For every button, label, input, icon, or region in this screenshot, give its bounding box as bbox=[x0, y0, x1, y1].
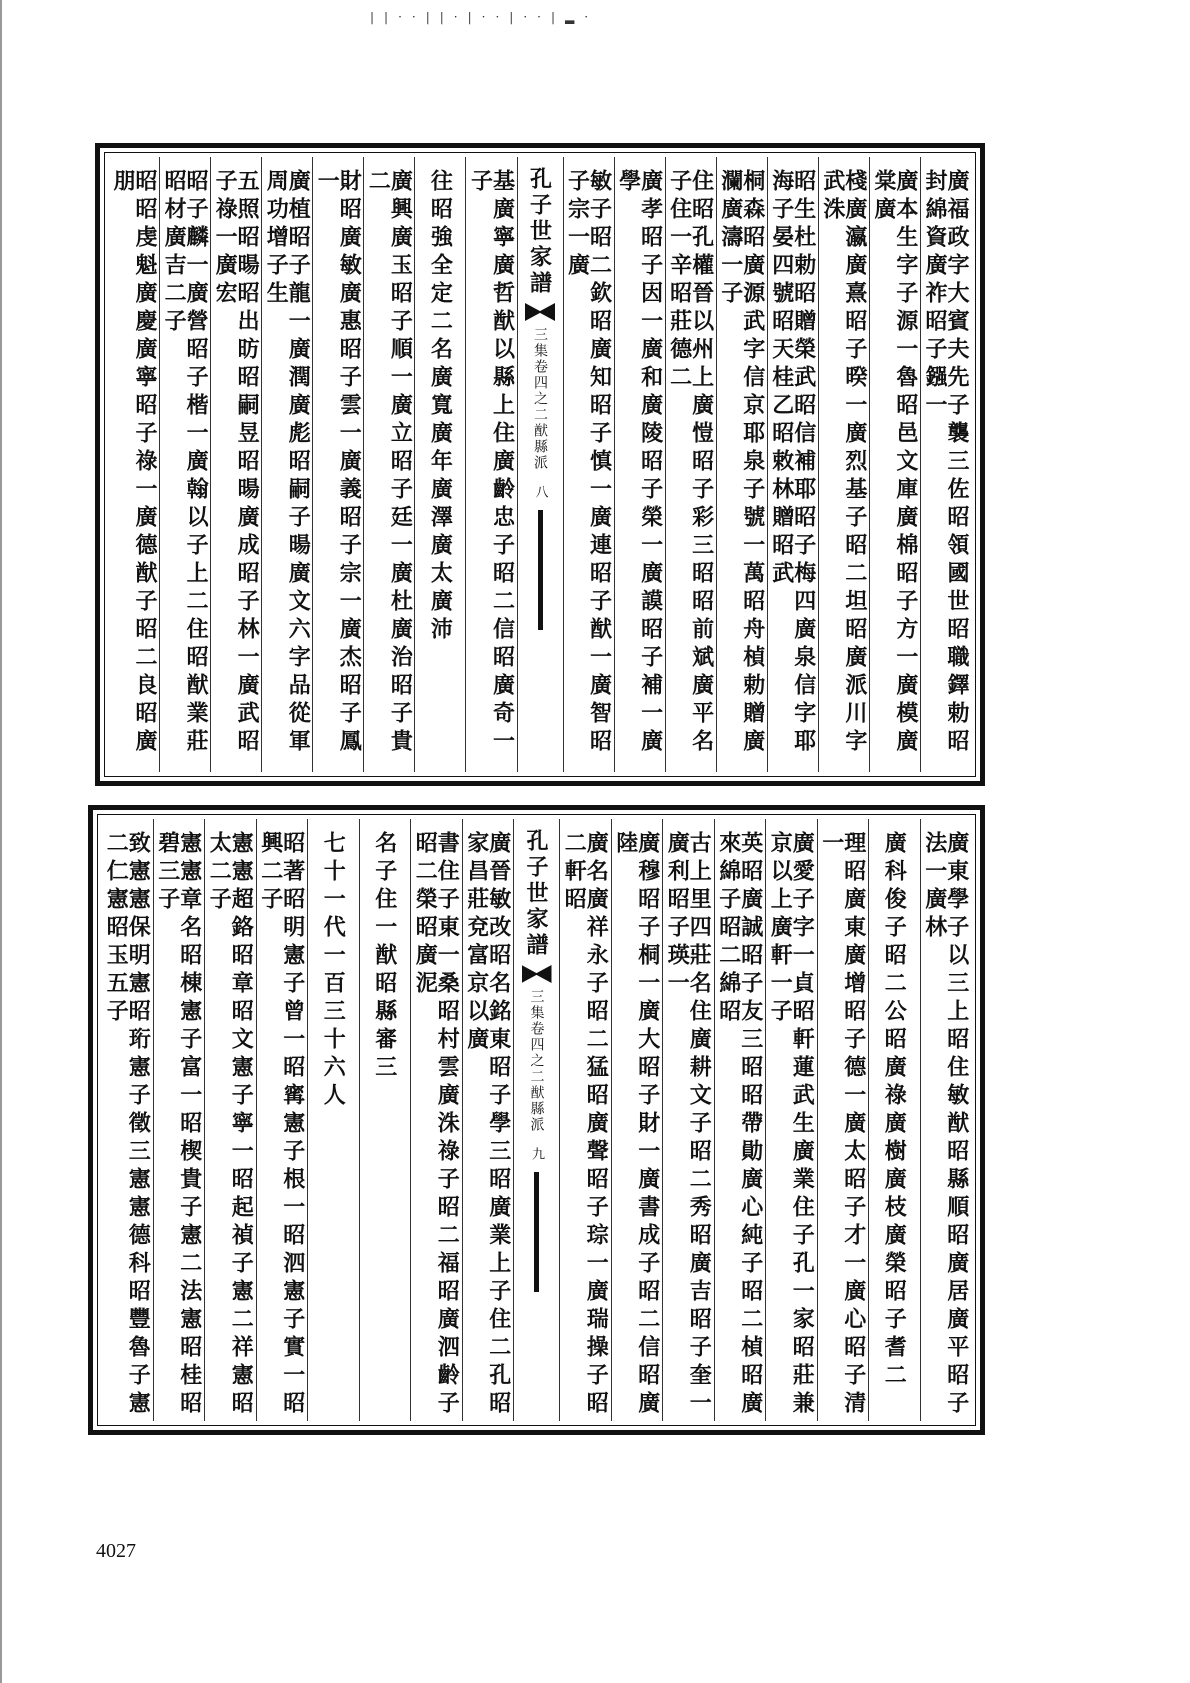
column-text: 古上里四莊名住廣耕文子昭二秀昭廣吉昭子奎一廣利昭子瑛一 bbox=[664, 831, 713, 1419]
column-text: 昭昭虔魁廣慶廣寧昭子祿一廣德猷子昭二良昭廣朋 bbox=[110, 169, 159, 757]
column-text: 廣東學子以三上昭住敏猷昭縣順昭廣居廣平昭子法一廣林 bbox=[921, 831, 970, 1419]
column-text: 往昭強全定二名廣寬廣年廣澤廣太廣沛 bbox=[427, 169, 454, 645]
genealogy-column bbox=[153, 819, 205, 1421]
center-black-bar bbox=[538, 510, 543, 630]
genealogy-column bbox=[559, 819, 611, 1421]
genealogy-column bbox=[765, 819, 817, 1421]
column-text: 七十一代一百三十六人 bbox=[320, 831, 347, 1111]
genealogy-column bbox=[256, 819, 308, 1421]
genealogy-column bbox=[920, 157, 971, 772]
genealogy-column bbox=[102, 819, 153, 1421]
genealogy-column bbox=[818, 157, 869, 772]
column-text: 廣科俊子昭二公昭廣祿廣樹廣枝廣榮昭子耆二 bbox=[881, 831, 908, 1391]
column-text: 敏子昭二欽昭廣知昭子慎一廣連昭子猷一廣智昭子宗一廣 bbox=[564, 169, 613, 757]
upper-page-block bbox=[95, 143, 985, 786]
genealogy-column bbox=[611, 819, 663, 1421]
genealogy-column bbox=[868, 819, 920, 1421]
column-text: 廣晉敏改昭名銘東昭子學三昭廣業上子住二孔昭家昌莊兗富京以廣 bbox=[463, 831, 512, 1419]
genealogy-column bbox=[767, 157, 818, 772]
genealogy-column bbox=[109, 157, 159, 772]
genealogy-column bbox=[714, 819, 766, 1421]
section-label: 卷四之二 bbox=[532, 359, 548, 423]
folio-number: 九 bbox=[529, 1147, 544, 1160]
section-label: 卷四之二 bbox=[528, 1021, 545, 1085]
genealogy-column bbox=[307, 819, 359, 1421]
genealogy-column bbox=[920, 819, 972, 1421]
genealogy-column bbox=[159, 157, 210, 772]
column-text: 廣植昭子龍一廣潤廣彪昭嗣子暘廣文六字品從軍周功增子生 bbox=[263, 169, 312, 757]
branch-label: 猷縣派 bbox=[528, 1085, 545, 1133]
fish-tail-mark bbox=[522, 965, 552, 983]
column-text: 廣興廣玉昭子順一廣立昭子廷一廣杜廣治昭子貴二 bbox=[365, 169, 414, 757]
top-edge-marks: ||··||·|··|··|▂· bbox=[370, 10, 599, 24]
genealogy-column bbox=[462, 819, 514, 1421]
book-title: 孔子世家譜 bbox=[523, 829, 549, 959]
upper-columns bbox=[109, 157, 971, 772]
book-title: 孔子世家譜 bbox=[526, 167, 553, 297]
genealogy-column bbox=[204, 819, 256, 1421]
column-text: 英昭廣誠昭子友三昭昭帶勛廣心純子昭二楨昭廣來綿子昭二綿昭 bbox=[715, 831, 764, 1419]
fish-tail-mark bbox=[525, 303, 555, 321]
volume-label: 三集 bbox=[532, 327, 548, 359]
genealogy-column bbox=[716, 157, 767, 772]
genealogy-column bbox=[410, 819, 462, 1421]
column-text: 廣本生字子源一魯昭邑文庫廣棉昭子方一廣模廣棠廣 bbox=[870, 169, 919, 757]
genealogy-column bbox=[665, 157, 716, 772]
column-text: 桐森昭廣源武字信京耶泉子號一萬昭舟楨勅贈廣瀾廣濤一子 bbox=[717, 169, 766, 757]
column-text: 憲憲章名昭棟憲子富一昭楔貴子憲二法憲昭桂昭碧三子 bbox=[154, 831, 203, 1419]
genealogy-column bbox=[210, 157, 261, 772]
center-title-column bbox=[513, 819, 559, 1421]
branch-label: 猷縣派 bbox=[532, 423, 548, 471]
column-text: 昭子麟一廣營昭子楷一廣翰以子上二住昭猷業莊昭材廣吉二子 bbox=[161, 169, 210, 757]
page-number: 4027 bbox=[96, 1540, 136, 1562]
column-text: 昭著昭明憲子曾一昭寗憲子根一昭泗憲子實一昭興二子 bbox=[257, 831, 306, 1419]
genealogy-column bbox=[414, 157, 465, 772]
genealogy-column bbox=[662, 819, 714, 1421]
volume-label: 三集 bbox=[528, 989, 545, 1021]
scan-left-edge bbox=[0, 0, 2, 1683]
genealogy-column bbox=[817, 819, 869, 1421]
genealogy-column bbox=[563, 157, 614, 772]
genealogy-column bbox=[869, 157, 920, 772]
genealogy-column bbox=[363, 157, 414, 772]
folio-number: 八 bbox=[532, 485, 548, 498]
lower-page-block bbox=[88, 805, 985, 1435]
column-text: 名子住一猷昭縣審三 bbox=[371, 831, 398, 1083]
genealogy-column bbox=[359, 819, 411, 1421]
column-text: 憲憲超鉻昭章昭文憲子寧一昭起禎子憲二祥憲昭太二子 bbox=[206, 831, 255, 1419]
center-title-column bbox=[517, 157, 563, 772]
column-text: 廣愛子字一貞昭軒蓮武生廣業住子孔一家昭莊兼京以上廣軒一子 bbox=[767, 831, 816, 1419]
column-text: 五照昭暘昭出昉昭嗣昱昭暘廣成昭子林一廣武昭子祿一廣宏 bbox=[212, 169, 261, 757]
genealogy-column bbox=[465, 157, 516, 772]
column-text: 廣名廣祥永子昭二猛昭廣聲昭子琮一廣瑞操子昭二軒昭 bbox=[561, 831, 610, 1419]
column-text: 書住子東一桑昭村雲廣洙祿子昭二福昭廣泗齡子昭二榮昭廣泥 bbox=[412, 831, 461, 1419]
genealogy-column bbox=[312, 157, 363, 772]
genealogy-column bbox=[614, 157, 665, 772]
center-black-bar bbox=[534, 1172, 539, 1292]
column-text: 理昭廣東廣增昭子德一廣太昭子才一廣心昭子清一 bbox=[818, 831, 867, 1419]
column-text: 廣孝昭子因一廣和廣陵昭子榮一廣謨昭子補一廣學 bbox=[615, 169, 664, 757]
column-text: 昭生杜勅昭贈榮武昭信補耶昭子梅四廣泉信字耶海子晏四號昭天桂乙昭敕林贈昭武 bbox=[768, 169, 817, 757]
column-text: 財昭廣敏廣惠昭子雲一廣義昭子宗一廣杰昭子鳳一 bbox=[314, 169, 363, 757]
column-text: 致憲憲保明憲昭珩憲子徵三憲憲德科昭豐魯子憲二仁憲昭玉五子 bbox=[103, 831, 152, 1419]
genealogy-column bbox=[261, 157, 312, 772]
column-text: 棧廣瀛廣熹昭子暌一廣烈基子昭二坦昭廣派川字武洙 bbox=[819, 169, 868, 757]
column-text: 廣福政字大賓夫先子襲三佐昭領國世昭職鐸勅昭封綿資廣祚昭子鏹一 bbox=[921, 169, 970, 757]
lower-columns bbox=[102, 819, 971, 1421]
column-text: 廣穆昭子桐一廣大昭子財一廣書成子昭二信昭廣陸 bbox=[612, 831, 661, 1419]
column-text: 住昭孔權晉以州上廣愷昭子彩三昭昭前斌廣平名子住一辛昭莊德二 bbox=[666, 169, 715, 757]
column-text: 基廣寧廣哲猷以縣上住廣齡忠子昭二信昭廣奇一子 bbox=[467, 169, 516, 757]
